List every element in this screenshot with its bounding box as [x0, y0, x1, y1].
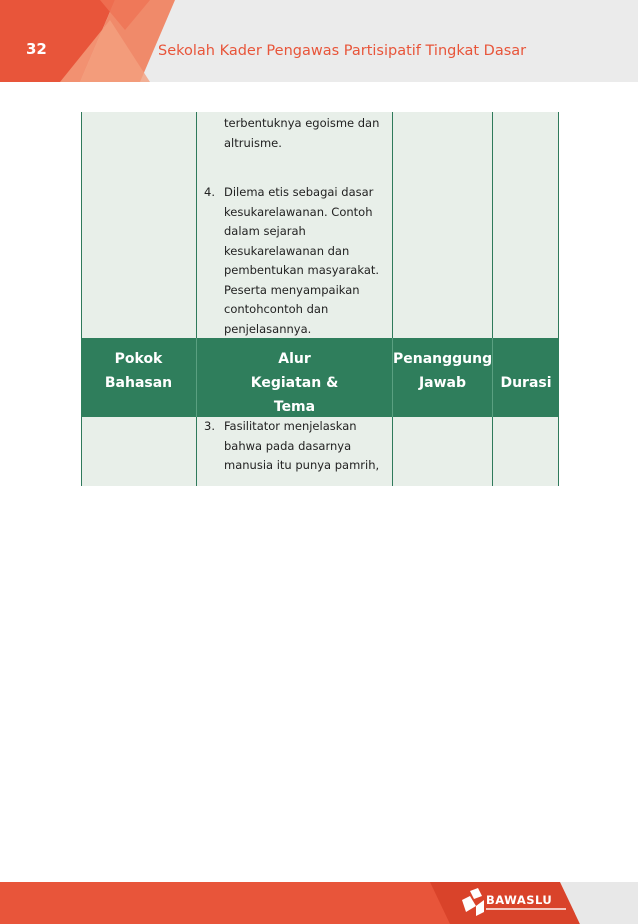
- table-cell: [81, 417, 197, 486]
- list-line: manusia itu punya pamrih,: [224, 458, 380, 472]
- page-header: [0, 0, 638, 82]
- page-footer: [0, 882, 638, 924]
- table-cell: [493, 112, 559, 338]
- list-line: penjelasannya.: [224, 321, 312, 336]
- header-line: Bahasan: [104, 375, 173, 391]
- continuation-text: terbentuknya egoisme dan altruisme.: [224, 116, 380, 150]
- header-line: Penanggung: [393, 351, 493, 367]
- header-decoration: [0, 0, 638, 82]
- header-line: Pokok: [114, 351, 163, 367]
- list-line: kesukarelawanan dan: [224, 243, 350, 258]
- list-line: Fasilitator menjelaskan: [224, 419, 357, 433]
- logo-tagline-bar: [486, 908, 566, 910]
- table-cell: [393, 112, 493, 338]
- list-line: Peserta menyampaikan: [224, 282, 360, 297]
- list-number: 4.: [204, 185, 215, 199]
- list-line: pembentukan masyarakat.: [224, 263, 380, 277]
- list-line: bahwa pada dasarnya: [224, 438, 352, 453]
- header-alur-kegiatan: [197, 338, 393, 417]
- header-line: Alur: [278, 351, 311, 367]
- header-title: Sekolah Kader Pengawas Partisipatif Tingkat Dasar: [158, 43, 527, 59]
- list-line: Dilema etis sebagai dasar: [224, 185, 374, 199]
- header-durasi: [493, 338, 559, 417]
- header-line: Tema: [273, 399, 316, 415]
- table-cell: [81, 112, 197, 338]
- header-line: Jawab: [418, 375, 467, 391]
- table-header-row: [81, 338, 559, 417]
- table-cell: [493, 417, 559, 486]
- header-penanggung-jawab: [393, 338, 493, 417]
- page-number: 32: [26, 40, 47, 58]
- list-number: 3.: [204, 419, 215, 433]
- list-line: contohcontoh dan: [224, 302, 329, 316]
- header-line: Durasi: [500, 375, 552, 391]
- list-line: dalam sejarah: [224, 224, 306, 238]
- logo-text: BAWASLU: [486, 893, 553, 907]
- list-line: kesukarelawanan. Contoh: [224, 204, 373, 219]
- table-cell: [393, 417, 493, 486]
- header-line: Kegiatan &: [250, 375, 339, 391]
- header-pokok-bahasan: [81, 338, 197, 417]
